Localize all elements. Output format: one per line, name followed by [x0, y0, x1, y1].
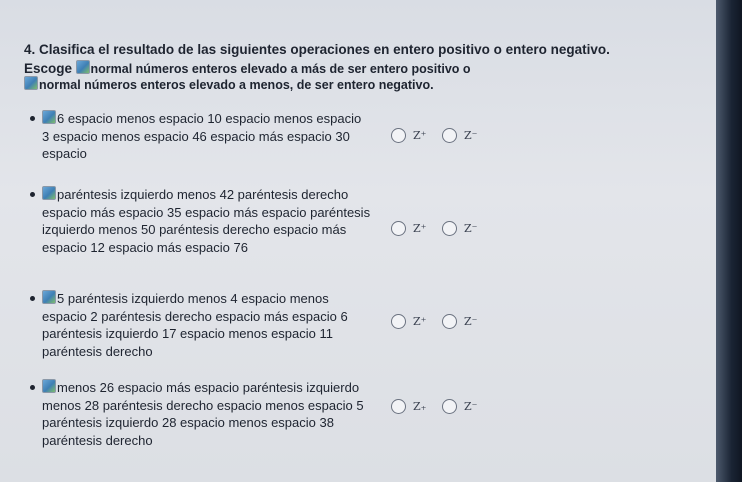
answer-options	[391, 314, 493, 329]
option-label-positive: Z⁺	[413, 222, 427, 235]
option-label-positive: Z₊	[413, 400, 427, 413]
bullet	[30, 296, 35, 301]
instruction-lead: Escoge	[24, 61, 73, 76]
broken-image-icon	[42, 379, 56, 393]
radio-positive[interactable]	[391, 314, 406, 329]
option-label-negative: Z⁻	[464, 129, 478, 142]
option-label-positive: Z⁺	[413, 129, 427, 142]
radio-positive[interactable]	[391, 128, 406, 143]
bullet	[30, 192, 35, 197]
instruction-part1: normal números enteros elevado a más	[90, 62, 327, 76]
option-label-positive: Z⁺	[413, 315, 427, 328]
screen-edge	[716, 0, 742, 482]
instruction-part4: de ser entero negativo.	[296, 78, 434, 92]
radio-negative[interactable]	[442, 128, 457, 143]
answer-options	[391, 221, 493, 236]
broken-image-icon	[24, 76, 38, 90]
item-text-content: 5 paréntesis izquierdo menos 4 espacio menos espacio 2 paréntesis derecho espacio más espacio 6 paréntesis izquierdo 17 espacio menos espacio 11 paréntesis derecho	[42, 291, 348, 359]
bullet	[30, 385, 35, 390]
answer-options	[391, 128, 493, 143]
answer-options	[391, 399, 493, 414]
instruction-part2: de ser entero positivo o	[329, 62, 471, 76]
list-item	[30, 110, 410, 170]
broken-image-icon	[42, 110, 56, 124]
item-text	[42, 186, 372, 256]
option-label-negative: Z⁻	[464, 222, 478, 235]
item-text-content: 6 espacio menos espacio 10 espacio menos espacio 3 espacio menos espacio 46 espacio más espacio 30 espacio	[42, 111, 362, 161]
item-text	[42, 110, 372, 163]
list-item	[30, 379, 410, 459]
broken-image-icon	[42, 290, 56, 304]
bullet	[30, 116, 35, 121]
question-instruction	[24, 60, 674, 92]
item-text-content: paréntesis izquierdo menos 42 paréntesis derecho espacio más espacio 35 espacio más espacio paréntesis izquierdo menos 50 paréntesis derecho espacio más espacio 12 espacio más espacio 76	[42, 187, 371, 255]
radio-positive[interactable]	[391, 399, 406, 414]
option-label-negative: Z⁻	[464, 315, 478, 328]
broken-image-icon	[42, 186, 56, 200]
question-title: 4. Clasifica el resultado de las siguientes operaciones en entero positivo o entero negativo.	[24, 42, 610, 57]
list-item	[30, 186, 410, 281]
broken-image-icon	[76, 60, 90, 74]
option-label-negative: Z⁻	[464, 400, 478, 413]
radio-negative[interactable]	[442, 314, 457, 329]
instruction-part3: normal números enteros elevado a menos,	[39, 78, 294, 92]
list-item	[30, 290, 410, 365]
radio-negative[interactable]	[442, 221, 457, 236]
radio-positive[interactable]	[391, 221, 406, 236]
radio-negative[interactable]	[442, 399, 457, 414]
item-text-content: menos 26 espacio más espacio paréntesis izquierdo menos 28 paréntesis derecho espacio menos espacio 5 paréntesis izquierdo 28 espacio menos espacio 38 paréntesis derecho	[42, 380, 364, 448]
item-text	[42, 379, 372, 449]
item-text	[42, 290, 372, 360]
